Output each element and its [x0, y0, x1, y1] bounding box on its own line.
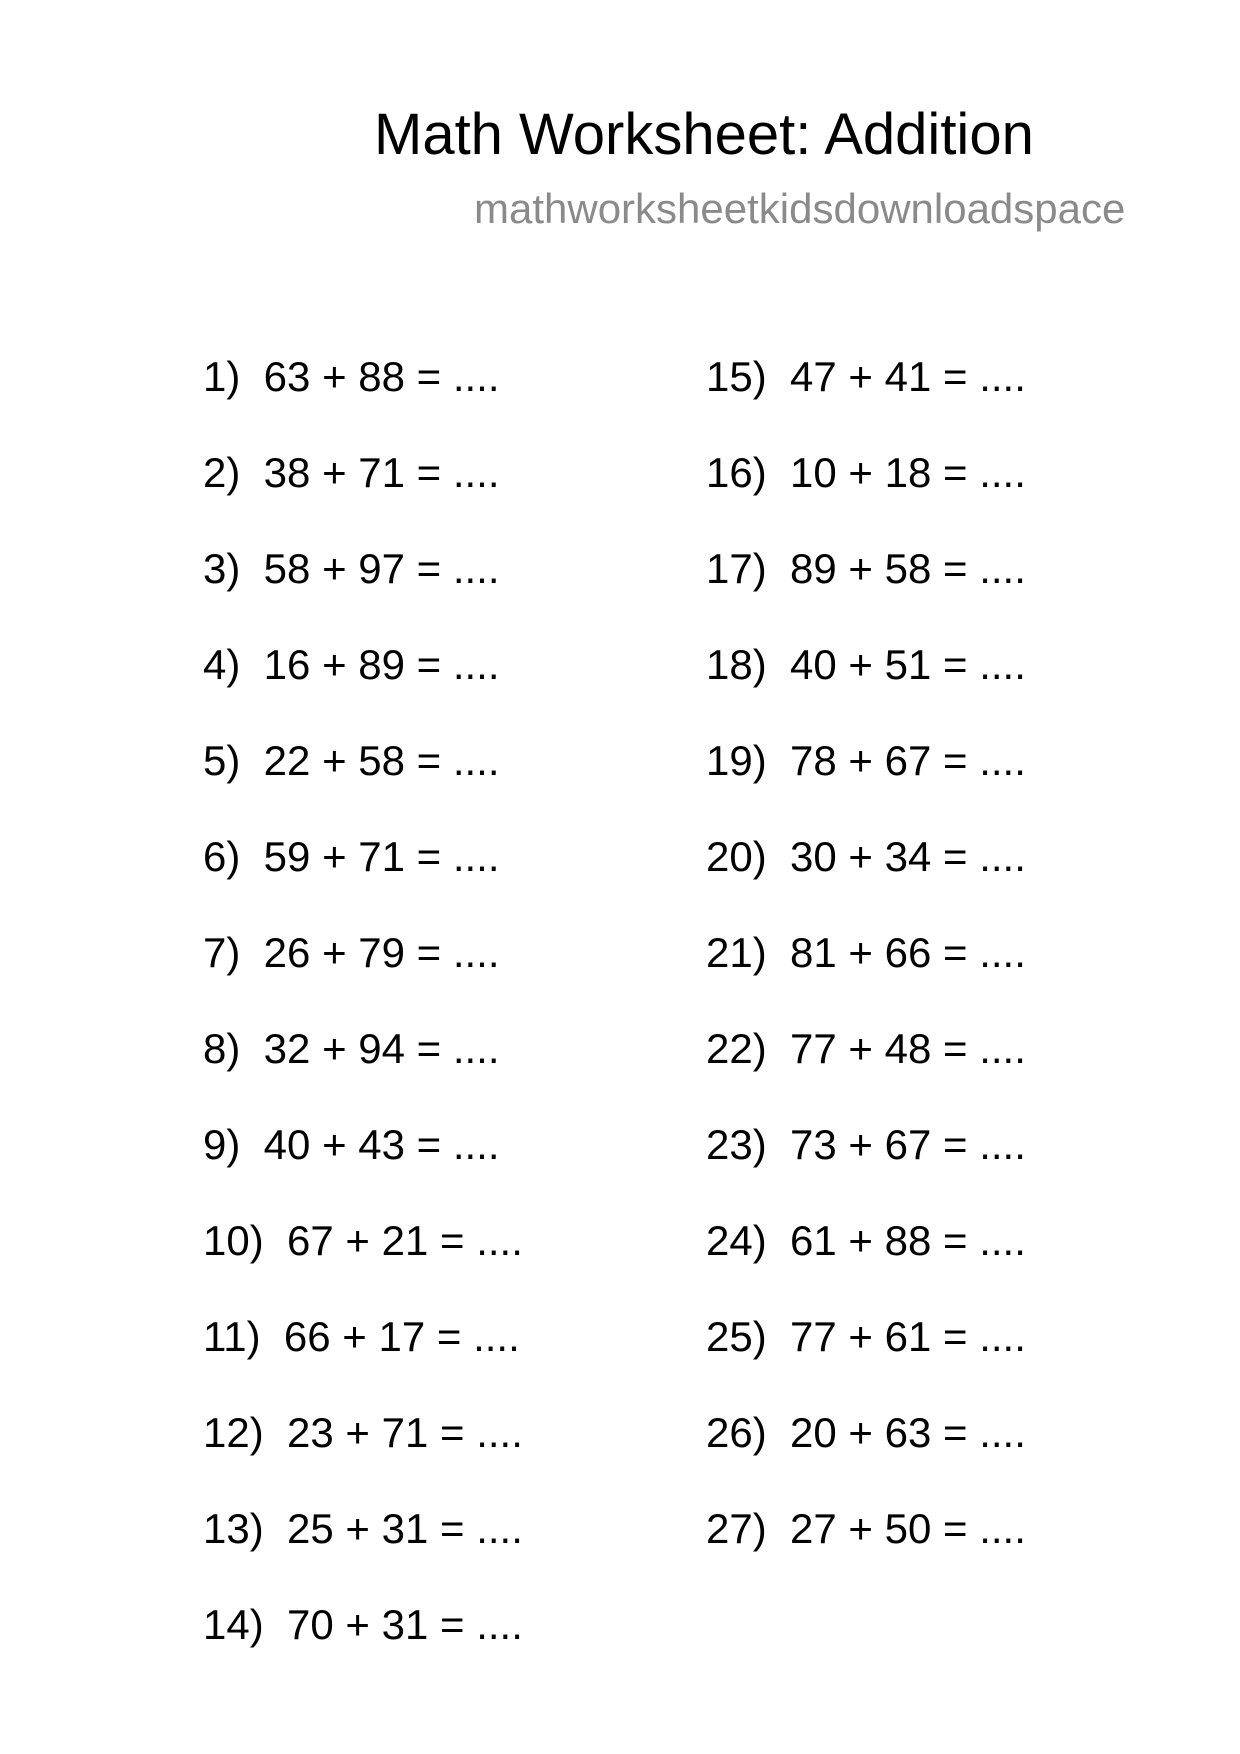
problem-12: 12) 23 + 71 = ....: [203, 1409, 523, 1456]
worksheet-title: Math Worksheet: Addition: [374, 102, 1034, 167]
problem-8: 8) 32 + 94 = ....: [203, 1025, 500, 1072]
problem-6: 6) 59 + 71 = ....: [203, 833, 500, 880]
problem-column-right: [706, 351, 1026, 1599]
problem-25: 25) 77 + 61 = ....: [706, 1313, 1026, 1360]
problem-3: 3) 58 + 97 = ....: [203, 545, 500, 592]
problem-27: 27) 27 + 50 = ....: [706, 1505, 1026, 1552]
problem-16: 16) 10 + 18 = ....: [706, 449, 1026, 496]
problem-21: 21) 81 + 66 = ....: [706, 929, 1026, 976]
problem-9: 9) 40 + 43 = ....: [203, 1121, 500, 1168]
problem-11: 11) 66 + 17 = ....: [203, 1313, 520, 1360]
problem-10: 10) 67 + 21 = ....: [203, 1217, 523, 1264]
problem-17: 17) 89 + 58 = ....: [706, 545, 1026, 592]
problem-column-left: [203, 351, 523, 1695]
worksheet-subtitle: mathworksheetkidsdownloadspace: [474, 185, 1126, 232]
problem-2: 2) 38 + 71 = ....: [203, 449, 500, 496]
problem-14: 14) 70 + 31 = ....: [203, 1601, 523, 1648]
problem-13: 13) 25 + 31 = ....: [203, 1505, 523, 1552]
problem-22: 22) 77 + 48 = ....: [706, 1025, 1026, 1072]
problem-23: 23) 73 + 67 = ....: [706, 1121, 1026, 1168]
problem-4: 4) 16 + 89 = ....: [203, 641, 500, 688]
problem-20: 20) 30 + 34 = ....: [706, 833, 1026, 880]
problem-18: 18) 40 + 51 = ....: [706, 641, 1026, 688]
problem-26: 26) 20 + 63 = ....: [706, 1409, 1026, 1456]
problem-15: 15) 47 + 41 = ....: [706, 353, 1026, 400]
problem-1: 1) 63 + 88 = ....: [203, 353, 500, 400]
problem-24: 24) 61 + 88 = ....: [706, 1217, 1026, 1264]
problem-5: 5) 22 + 58 = ....: [203, 737, 500, 784]
problem-19: 19) 78 + 67 = ....: [706, 737, 1026, 784]
problem-7: 7) 26 + 79 = ....: [203, 929, 500, 976]
